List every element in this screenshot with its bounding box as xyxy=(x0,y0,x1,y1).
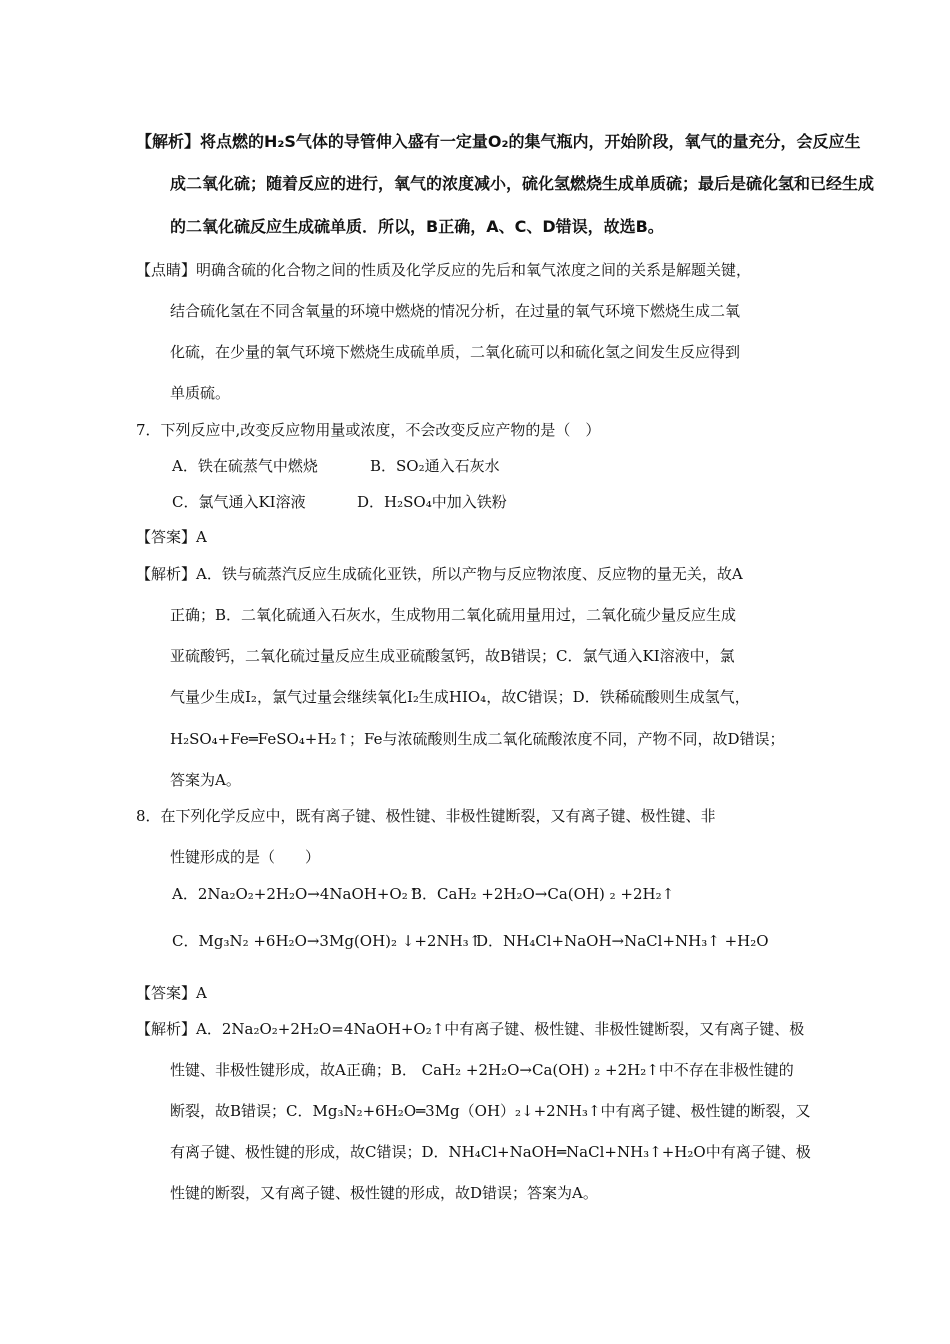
analysis-line: 有离子键、极性键的形成，故C错误；D．NH₄Cl+NaOH═NaCl+NH₃↑+H₂O中有离子键、极 xyxy=(170,1143,811,1161)
question-stem: 7．下列反应中,改变反应物用量或浓度，不会改变反应产物的是（ ） xyxy=(136,421,601,439)
analysis-line: 答案为A。 xyxy=(170,771,241,789)
note-line: 化硫，在少量的氧气环境下燃烧生成硫单质，二氧化硫可以和硫化氢之间发生反应得到 xyxy=(170,343,741,361)
analysis-line: 亚硫酸钙，二氧化硫过量反应生成亚硫酸氢钙，故B错误；C．氯气通入KI溶液中，氯 xyxy=(170,647,735,665)
analysis-line: 断裂，故B错误；C．Mg₃N₂+6H₂O═3Mg（OH）₂↓+2NH₃↑中有离子键、极性键的断裂，又 xyxy=(170,1102,811,1120)
option-c: C．Mg₃N₂ +6H₂O→3Mg(OH)₂ ↓+2NH₃↑ xyxy=(172,932,482,950)
note-line: 单质硫。 xyxy=(170,384,231,402)
analysis-line: 【解析】A．2Na₂O₂+2H₂O=4NaOH+O₂↑中有离子键、极性键、非极性键断裂，又有离子键、极 xyxy=(136,1020,805,1038)
option-b: B．SO₂通入石灰水 xyxy=(370,457,500,475)
analysis-line: 成二氧化硫；随着反应的进行，氧气的浓度减小，硫化氢燃烧生成单质硫；最后是硫化氢和已经生成 xyxy=(170,174,875,193)
analysis-line: 的二氧化硫反应生成硫单质．所以，B正确，A、C、D错误，故选B。 xyxy=(170,217,664,236)
analysis-line: 正确；B．二氧化硫通入石灰水，生成物用二氧化硫用量用过，二氧化硫少量反应生成 xyxy=(170,606,737,624)
analysis-line: 性键、非极性键形成，故A正确；B． CaH₂ +2H₂O→Ca(OH) ₂ +2H₂↑中不存在非极性键的 xyxy=(170,1061,794,1079)
analysis-line: 【解析】A．铁与硫蒸汽反应生成硫化亚铁，所以产物与反应物浓度、反应物的量无关，故A xyxy=(136,565,743,583)
option-a: A．铁在硫蒸气中燃烧 xyxy=(172,457,318,475)
note-line: 【点睛】明确含硫的化合物之间的性质及化学反应的先后和氧气浓度之间的关系是解题关键， xyxy=(136,261,752,279)
option-d: D．NH₄Cl+NaOH→NaCl+NH₃↑ +H₂O xyxy=(476,932,769,950)
option-d: D．H₂SO₄中加入铁粉 xyxy=(357,493,507,511)
analysis-line: 【解析】将点燃的H₂S气体的导管伸入盛有一定量O₂的集气瓶内，开始阶段，氧气的量充分，会反应生 xyxy=(136,132,861,151)
analysis-line: 性键的断裂，又有离子键、极性键的形成，故D错误；答案为A。 xyxy=(170,1184,598,1202)
answer-line: 【答案】A xyxy=(136,528,207,546)
option-a: A．2Na₂O₂+2H₂O→4NaOH+O₂↑ xyxy=(172,885,421,903)
answer-line: 【答案】A xyxy=(136,984,207,1002)
analysis-line: H₂SO₄+Fe═FeSO₄+H₂↑；Fe与浓硫酸则生成二氧化硫酸浓度不同，产物不同，故D错误； xyxy=(170,730,785,748)
note-line: 结合硫化氢在不同含氧量的环境中燃烧的情况分析，在过量的氧气环境下燃烧生成二氧 xyxy=(170,302,741,320)
option-c: C．氯气通入KI溶液 xyxy=(172,493,306,511)
analysis-line: 气量少生成I₂，氯气过量会继续氧化I₂生成HIO₄，故C错误；D．铁稀硫酸则生成氢气， xyxy=(170,688,750,706)
question-stem: 8．在下列化学反应中，既有离子键、极性键、非极性键断裂，又有离子键、极性键、非 xyxy=(136,807,716,825)
question-stem: 性键形成的是（ ） xyxy=(170,848,321,866)
option-b: B．CaH₂ +2H₂O→Ca(OH) ₂ +2H₂↑ xyxy=(411,885,675,903)
